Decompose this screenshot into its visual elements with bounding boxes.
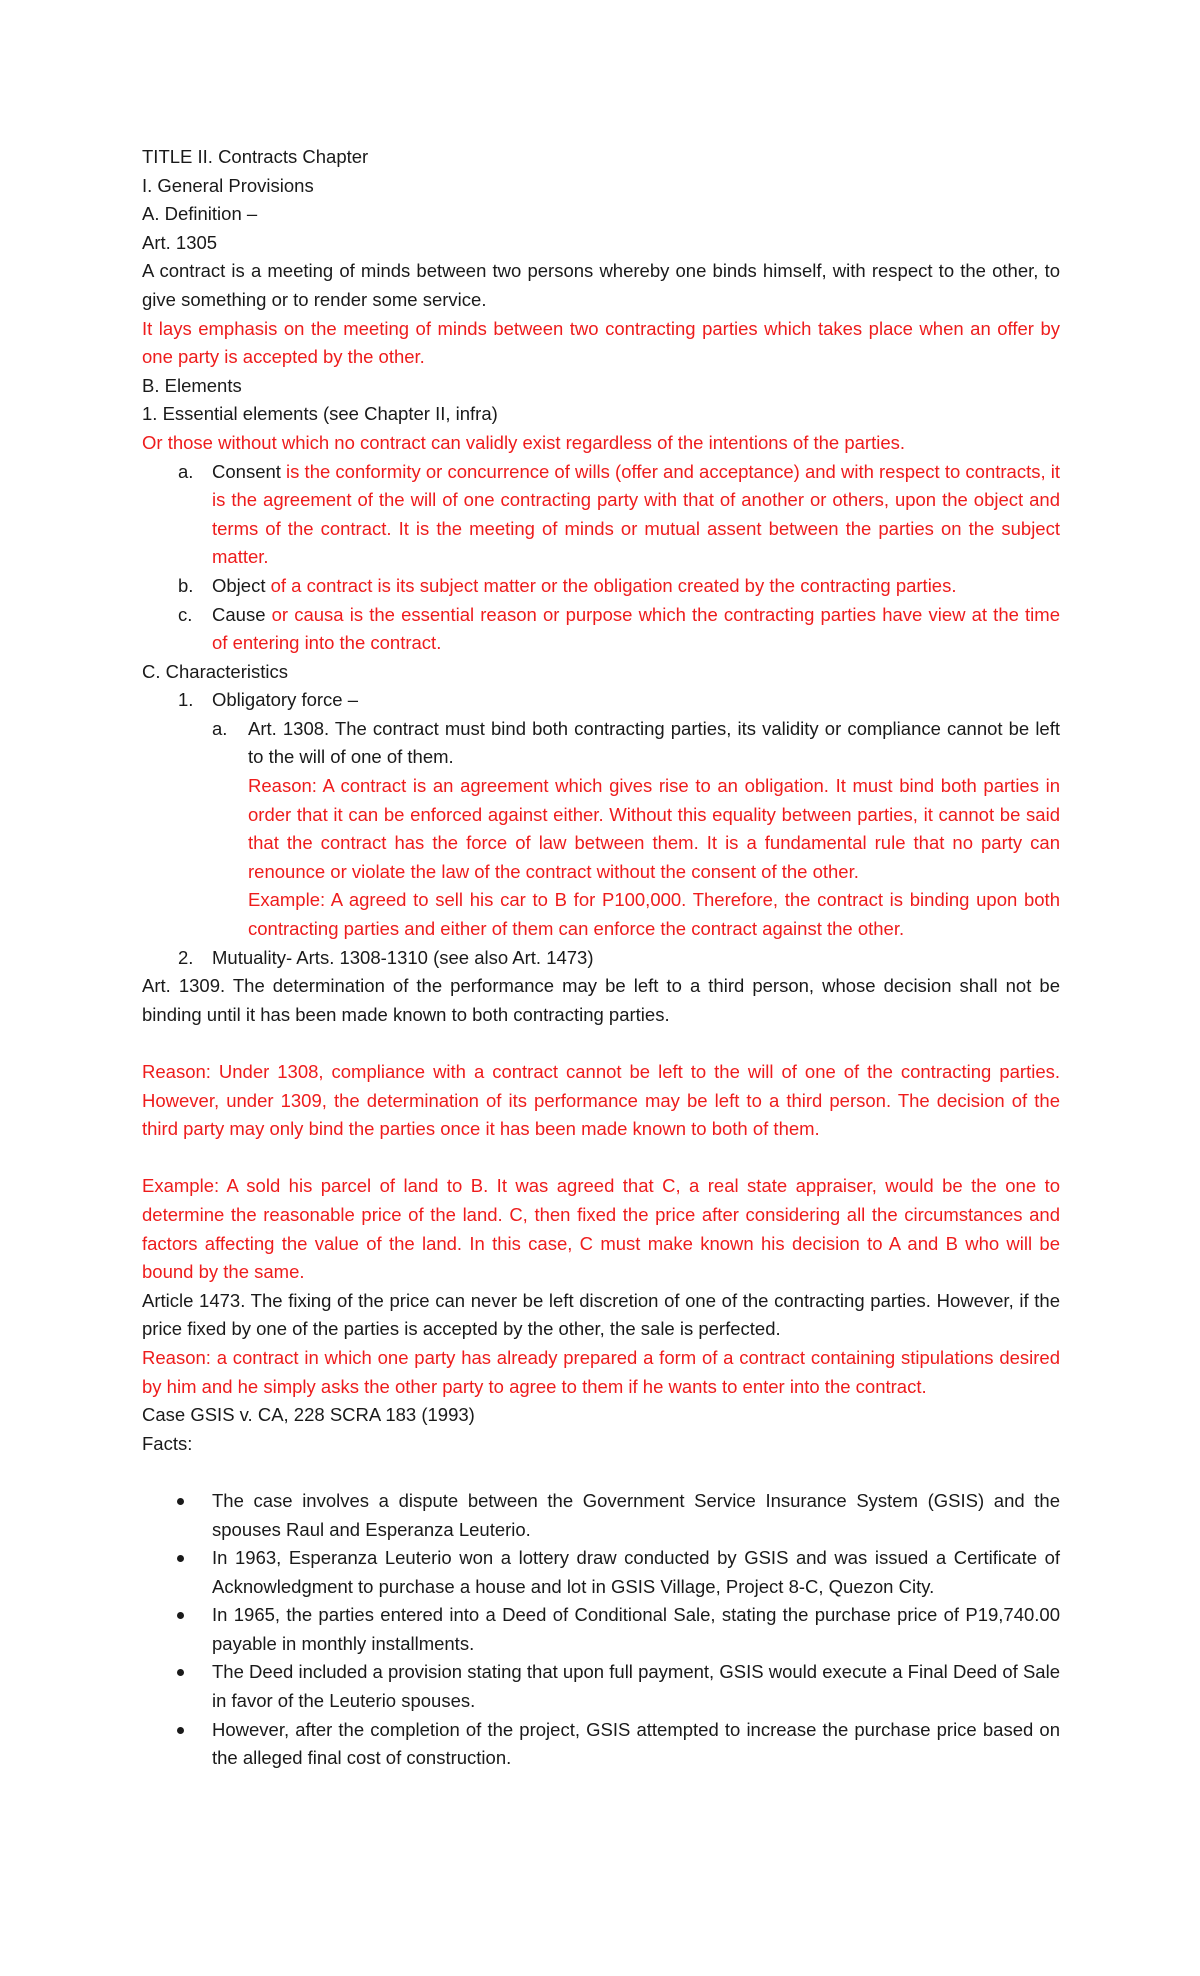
- fact-item: [142, 1716, 1060, 1773]
- art-1309-text: Art. 1309. The determination of the performance may be left to a third person, whose decision shall not be binding until it has been made known to both contracting parties.: [142, 975, 1060, 1025]
- element-object: [142, 572, 1060, 601]
- fact-text: In 1963, Esperanza Leuterio won a lottery draw conducted by GSIS and was issued a Certificate of Acknowledgment to purchase a house and lot in GSIS Village, Project 8-C, Quezon City.: [212, 1547, 1060, 1597]
- fact-item: [142, 1658, 1060, 1715]
- heading-definition: A. Definition –: [142, 203, 258, 225]
- fact-text: The case involves a dispute between the Government Service Insurance System (GSIS) and the spouses Raul and Esperanza Leuterio.: [212, 1489, 1060, 1540]
- case-title: Case GSIS v. CA, 228 SCRA 183 (1993): [142, 1404, 475, 1426]
- characteristic-label: Obligatory force –: [212, 689, 359, 711]
- art-1305-note: It lays emphasis on the meeting of minds between two contracting parties which takes place when an offer by one party is accepted by the other.: [142, 317, 1060, 368]
- art-1309-reason: Reason: Under 1308, compliance with a contract cannot be left to the will of one of the contracting parties. However, under 1309, the determination of its performance may be left to a third person. The decision of the third party may only bind the parties once it has been made known to both of them.: [142, 1061, 1060, 1140]
- essential-elements-note: Or those without which no contract can validly exist regardless of the intentions of the parties.: [142, 431, 906, 453]
- elements-list: [142, 458, 1060, 658]
- art-1308-example: Example: A agreed to sell his car to B for P100,000. Therefore, the contract is binding upon both contracting parties and either of them can enforce the contract against the other.: [248, 889, 1060, 940]
- bullet-icon: [177, 1612, 184, 1619]
- art-1308-reason: Reason: A contract is an agreement which gives rise to an obligation. It must bind both parties in order that it can be enforced against either. Without this equality between parties, it cannot be said that the contract has the force of law between them. It is a fundamental rule that no party can renounce or violate the law of the contract without the consent of the other.: [248, 775, 1060, 882]
- art-1308-text: Art. 1308. The contract must bind both contracting parties, its validity or compliance cannot be left to the will of one of them.: [248, 717, 1060, 768]
- essential-elements-heading: 1. Essential elements (see Chapter II, infra): [142, 403, 498, 425]
- list-marker: a.: [212, 717, 228, 739]
- characteristic-label: Mutuality- Arts. 1308-1310 (see also Art. 1473): [212, 946, 594, 968]
- fact-text: However, after the completion of the project, GSIS attempted to increase the purchase price based on the alleged final cost of construction.: [212, 1718, 1060, 1769]
- bullet-icon: [177, 1555, 184, 1562]
- art-1308-item: [142, 715, 1060, 772]
- art-1305-label: Art. 1305: [142, 231, 218, 253]
- fact-item: [142, 1601, 1060, 1658]
- heading-characteristics: C. Characteristics: [142, 660, 288, 682]
- section-general-provisions: I. General Provisions: [142, 174, 314, 196]
- fact-item: [142, 1487, 1060, 1544]
- element-consent: [142, 458, 1060, 572]
- art-1309-example: Example: A sold his parcel of land to B. It was agreed that C, a real state appraiser, would be the one to determine the reasonable price of the land. C, then fixed the price after considering all the circumstances and factors affecting the value of the land. In this case, C must make known his decision to A and B who will be bound by the same.: [142, 1175, 1060, 1283]
- list-marker: 2.: [178, 946, 194, 968]
- fact-item: [142, 1544, 1060, 1601]
- spacer: [142, 1458, 1060, 1487]
- bullet-icon: [177, 1669, 184, 1676]
- document-title: TITLE II. Contracts Chapter: [142, 146, 369, 167]
- spacer: [142, 1029, 1060, 1058]
- heading-elements: B. Elements: [142, 374, 242, 396]
- element-term: Cause: [212, 603, 266, 625]
- art-1473-reason: Reason: a contract in which one party has already prepared a form of a contract containing stipulations desired by him and he simply asks the other party to agree to them if he wants to enter into the contract.: [142, 1346, 1060, 1397]
- facts-list: [142, 1487, 1060, 1773]
- spacer: [142, 1144, 1060, 1173]
- element-description: is the conformity or concurrence of wills (offer and acceptance) and with respect to contracts, it is the agreement of the will of one contracting party with that of another or others, upon the object and terms of the contract. It is the meeting of minds or mutual assent between the parties on the subject matter.: [212, 460, 1060, 568]
- facts-label: Facts:: [142, 1432, 193, 1454]
- characteristic-obligatory-force: [142, 686, 1060, 715]
- element-term: Consent: [212, 460, 281, 482]
- element-term: Object: [212, 574, 266, 596]
- characteristic-mutuality: [142, 944, 1060, 973]
- element-cause: [142, 601, 1060, 658]
- art-1305-text: A contract is a meeting of minds between two persons whereby one binds himself, with respect to the other, to give something or to render some service.: [142, 260, 1060, 310]
- list-marker: b.: [178, 574, 194, 596]
- fact-text: The Deed included a provision stating that upon full payment, GSIS would execute a Final Deed of Sale in favor of the Leuterio spouses.: [212, 1661, 1060, 1712]
- fact-text: In 1965, the parties entered into a Deed of Conditional Sale, stating the purchase price of P19,740.00 payable in monthly installments.: [212, 1604, 1060, 1654]
- bullet-icon: [177, 1727, 184, 1734]
- list-marker: 1.: [178, 689, 194, 711]
- element-description: of a contract is its subject matter or the obligation created by the contracting parties.: [265, 574, 957, 596]
- art-1473-text: Article 1473. The fixing of the price can never be left discretion of one of the contracting parties. However, if the price fixed by one of the parties is accepted by the other, the sale is perfected.: [142, 1289, 1060, 1340]
- element-description: or causa is the essential reason or purpose which the contracting parties have view at the time of entering into the contract.: [212, 603, 1060, 654]
- list-marker: a.: [178, 460, 194, 482]
- list-marker: c.: [178, 603, 193, 625]
- bullet-icon: [177, 1498, 184, 1505]
